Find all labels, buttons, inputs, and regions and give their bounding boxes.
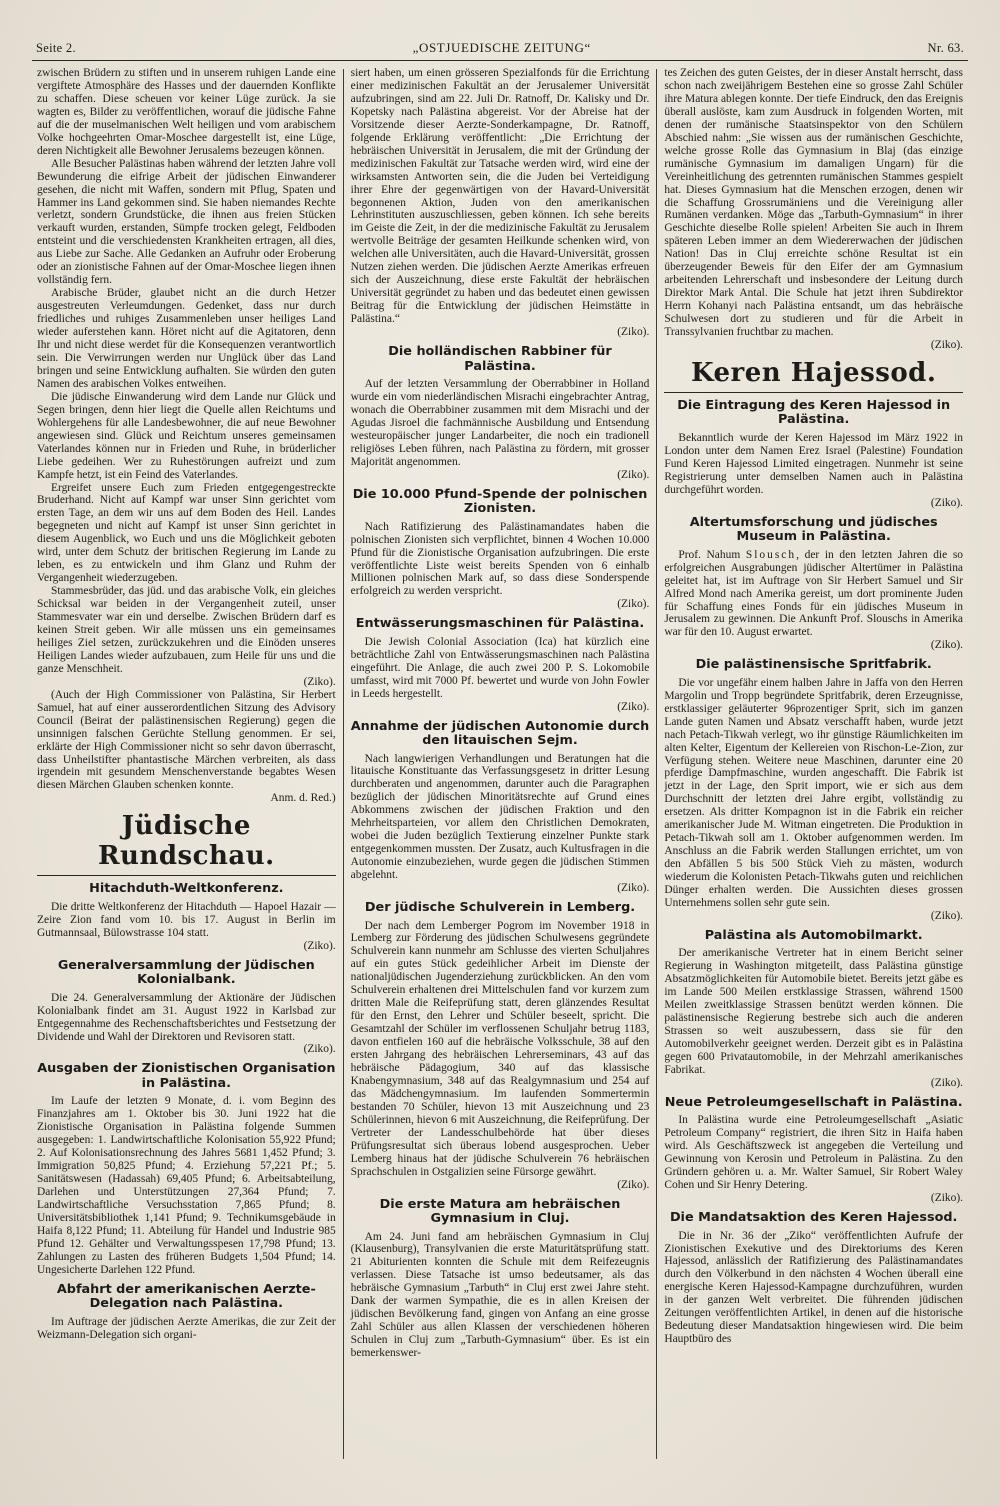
column-2 xyxy=(346,67,655,1459)
signature: (Ziko). xyxy=(303,675,336,688)
signature: (Ziko). xyxy=(303,939,336,952)
article-heading: Die 10.000 Pfund-Spende der polnischen Zionisten. xyxy=(352,486,648,517)
paragraph: Am 24. Juni fand am hebräischen Gymnasium in Cluj (Klausenburg), Transylvanien die erste Maturitätsprüfung statt. 21 Abiturienten konnten die Schule mit dem Reifezeugnis verlassen. Diese Tatsache ist umso bedeutsamer, als das hebräische Gymnasium „Tarbuth“ in Cluj erst zwei Jahre steht. Dank der warmen Sympathie, die es in allen Kreisen der jüdischen Bevölkerung fand, gingen von Anfang an eine grosse Zahl Schüler aus allen Klassen der verschiedenen höheren Schulen in Cluj zum „Tarbuth-Gymnasium“ über. Es ist ein bemerkenswer- xyxy=(350,1230,650,1360)
paragraph: Alle Besucher Palästinas haben während der letzten Jahre voll Bewunderung die eifrige Arbeit der jüdischen Einwanderer gesehen, die nicht mit Waffen, sondern mit Pflug, Spaten und Hammer ins Land gekommen sind. Sie haben niemandes Rechte verletzt, sondern Grundstücke, die ihnen aus freien Stücken verkauft wurden, erstanden, Sümpfe trocken gelegt, Feldboden entsteint und die verschiedensten Krankheiten ertragen, all dies, aus Liebe zur Sache. Alle Gedanken an Aufruhr oder Eroberung oder an zionistische Fahnen auf der Omar-Moschee liegen ihnen vollständig fern. xyxy=(37,157,336,287)
signature: (Ziko). xyxy=(617,468,650,481)
signature: (Ziko). xyxy=(617,1178,650,1191)
signature: (Ziko). xyxy=(930,339,964,352)
paragraph: Die dritte Weltkonferenz der Hitachduth — Hapoel Hazair — Zeire Zion fand vom 10. bis 17. August in Berlin im Gutmannsaal, Bülowstrasse 104 statt. xyxy=(37,900,336,939)
newspaper-title: „OSTJUEDISCHE ZEITUNG“ xyxy=(412,40,591,55)
article-heading: Der jüdische Schulverein in Lemberg. xyxy=(364,900,636,916)
paragraph: Ergreifet unsere Euch zum Frieden entgegengestreckte Bruderhand. Nicht auf Kampf war unser Sinn gerichtet vom ersten Tage, an dem wir uns auf dem Boden des Heil. Landes begegneten und nicht auf Kampf ist unser Sinn gerichtet in diesem Augenblick, wo Euch und uns die Möglichkeit geboten wird, unter dem Schutz der britischen Regierung im Lande zu leben, es zu entwickeln und ihm Glanz und Ruhm der Vergangenheit wiederzugeben. xyxy=(37,481,336,585)
section-title-juedische-rundschau: Jüdische Rundschau. xyxy=(37,811,336,876)
column-1 xyxy=(32,67,341,1459)
page-header xyxy=(32,40,968,61)
article-heading: Hitachduth-Weltkonferenz. xyxy=(89,881,284,897)
signature: (Ziko). xyxy=(617,326,650,339)
paragraph: Nach langwierigen Verhandlungen und Beratungen hat die litauische Konstituante das Verfassungsgesetz in dritter Lesung durchberaten und angenommen, darunter auch die Paragraphen bezüglich der jüdischen Minoritätsrechte auf Grund eines Abkommens zwischen der jüdischen Fraktion und den Mehrheitsparteien, vor allem den Christlichen Demokraten, wobei die Juden bezüglich Textierung einzelner Punkte stark entgegenkommen mussten. Der Zusatz, auch Kultusfragen in die Autonomie einzubeziehen, wurde gegen die jüdischen Stimmen abgelehnt. xyxy=(350,752,650,882)
paragraph: Der nach dem Lemberger Pogrom im November 1918 in Lemberg zur Förderung des jüdischen Schulwesens gegründete Schulverein kann nunmehr am Schlusse des vierten Schuljahres auf ein gutes Stück gedeihlicher Arbeit im Dienste der nationaljüdischen Jugenderziehung zurückblicken. An den vom Schulverein erhaltenen drei Mittelschulen fand vor kurzem zum dritten Male die Reifeprüfung statt, deren glänzendes Resultat für den Ernst, den Lehrer und Schüler beseelt, spricht. Die Gesamtzahl der Schüler im verflossenen Schuljahr betrug 1183, davon entfielen 160 auf die hebräische Volksschule, 38 auf den ersten Jahrgang des hebräischen Lehrerseminars, 43 auf das hebräische Pädagogium, 340 auf das klassische Knabengymnasium, 348 auf das Realgymnasium und 254 auf das Mädchengymnasium. Im laufenden Sommertermin bestanden 70 Schüler, hievon 13 mit Auszeichnung und 23 Schülerinnen, hievon 6 mit Auszeichnung, die Reifeprüfung. Der Vertreter der Landesschulbehörde hat über dieses Prüfungsresultat sich überaus lobend ausgesprochen. Ueber Lemberg hinaus hat der jüdische Schulverein 76 hebräischen Sprachschulen in Ostgalizien seine Fürsorge gewährt. xyxy=(350,919,650,1178)
article-heading: Neue Petroleumgesellschaft in Palästina. xyxy=(664,1094,963,1110)
section-title-keren-hajessod: Keren Hajessod. xyxy=(664,358,963,393)
signature: (Ziko). xyxy=(930,639,964,652)
paragraph: zwischen Brüdern zu stiften und in unserem ruhigen Lande eine vergiftete Atmosphäre des Hasses und der dauernden Konflikte zu schaffen. Diese scheuen vor keiner Lüge zurück. Ja sie wagten es, Bilder zu veröffentlichen, worauf die jüdische Fahne auf die der muselmanischen Welt heiligen und vom arabischem Volke hochgeehrten Omar-Moschee dargestellt ist, eine Lüge, deren Nichtigkeit alle Bewohner Jerusalems bezeugen können. xyxy=(37,67,336,157)
article-heading: Entwässerungsmaschinen für Palästina. xyxy=(355,616,645,632)
paragraph: In Palästina wurde eine Petroleumgesellschaft „Asiatic Petroleum Company“ registriert, die ihren Sitz in Haifa haben wird. Als Geschäftszweck ist angegeben die Verteilung und Gewinnung von Kerosin und Petroleum in Palästina. Zu den Gründern gehören u. a. Mr. Walter Samuel, Sir Robert Waley Cohen und Sir Henry Detering. xyxy=(664,1114,964,1192)
columns xyxy=(32,67,968,1459)
person-name: Slousch xyxy=(745,548,797,561)
paragraph: Die Jewish Colonial Association (Ica) hat kürzlich eine beträchtliche Zahl von Entwässerungsmaschinen nach Palästina eingeführt. Die Anlage, die auch zwei 200 P. S. Lokomobile umfasst, wird mit 7000 Pf. bewertet und wurde von John Fowler in Leeds hergestellt. xyxy=(350,635,650,700)
editor-note-signature: Anm. d. Red.) xyxy=(270,792,336,805)
paragraph: Nach Ratifizierung des Palästinamandates haben die polnischen Zionisten sich verpflichtet, binnen 4 Wochen 10.000 Pfund für die Zionistische Organisation aufzubringen. Die erste veröffentlichte Liste weist bereits Spenden von 6 einhalb Millionen polnischen Mark auf, so dass diese Sonderspende erfolgreich zu werden verspricht. xyxy=(350,520,650,598)
signature: (Ziko). xyxy=(303,1043,336,1056)
signature: (Ziko). xyxy=(617,882,650,895)
article-heading: Altertumsforschung und jüdisches Museum in Palästina. xyxy=(689,514,938,545)
paragraph: Die vor ungefähr einem halben Jahre in Jaffa von den Herren Margolin und Tropp begründete Spritfabrik, deren Erzeugnisse, erstklassiger geläuterter 96prozentiger Sprit, sich im ganzen Lande guten Namen und Absatz verschafft haben, wurde jetzt nach Petach-Tikwah verlegt, wo ihr günstige Räumlichkeiten im alten Kelter, Eigentum der Kellereien von Rischon-Le-Zion, zur Verfügung stehen. Weitere neue Maschinen, darunter eine 20 pferdige Dampfmaschine, wurden angeschafft. Die Fabrik ist jetzt in der Lage, den Sprit import, wie er sich aus dem Durchschnitt der letzten drei Jahre ergibt, vollständig zu ersetzen. Als dritter Kompagnon ist in die Fabrik ein reicher amerikanischer Jude M. Witman eingetreten. Die Produktion in Petach-Tikwah soll am 1. Oktober aufgenommen werden. Im Anschluss an die Fabrik werden Stallungen errichtet, um von den Abfällen 5 bis 500 Stück Vieh zu mästen, wodurch wiederum die Kolonisten Petach-Tikwahs guten und reichlichen Dünger erhalten werden. Die Aussichten dieses grossen Unternehmens sollen sehr gute sein. xyxy=(664,676,964,910)
paragraph: tes Zeichen des guten Geistes, der in dieser Anstalt herrscht, dass schon nach zweijährigem Bestehen eine so grosse Zahl Schüler ihre Matura ablegen konnte. Der tiefe Eindruck, den das Ereignis überall auslöste, kam zum Ausdruck in folgenden Worten, mit denen der rumänische Staatsinspektor von den Schülern Abschied nahm: „Sie wissen aus der rumänischen Geschichte, welche grosse Rolle das Gymnasium in Blaj (das einzige rumänische Gymnasium im damaligen Ungarn) für die Vereinheitlichung des getrennten rumänischen Stammes gespielt hat. Dieses Gymnasium hat die Menschen erzogen, denen wir die Schaffung Grossrumäniens und die Vereinigung aller Rumänen verdanken. Möge das „Tarbuth-Gymnasium“ in ihrer Geschichte dieselbe Rolle spielen! Arbeiten Sie auch in Ihrem späteren Leben immer an dem Wiedererwachen der jüdischen Nation! Das in Cluj erreichte schöne Resultat ist ein überzeugender Beweis für den Eifer der am Gymnasium arbeitenden Lehrerschaft und insbesondere der Leitung durch Direktor Mark Antal. Die Schule hat jetzt ihren Subdirektor Herrn Kohanyi nach Palästina entsandt, um das hebräische Schulwesen dort zu studieren und für die Arbeit in Transsylvanien fruchtbar zu machen. xyxy=(664,67,964,339)
paragraph: Die jüdische Einwanderung wird dem Lande nur Glück und Segen bringen, denn hier liegt die Quelle allen Reichtums und Wohlergehens für alle Landesbewohner, die auf neue Bewohner angewiesen sind. Glück und Reichtum unseres gemeinsamen Vaterlandes können nur in Frieden und Ruhe, in brüderlicher Liebe gedeihen. Wer zu Ruhestörungen aufreizt und zum Kampfe hetzt, ist ein Feind des Vaterlandes. xyxy=(37,390,336,481)
article-heading: Die Eintragung des Keren Hajessod in Palästina. xyxy=(677,397,951,428)
issue-number: Nr. 63. xyxy=(927,41,964,55)
article-heading: Die Mandatsaktion des Keren Hajessod. xyxy=(669,1210,958,1226)
editor-note: (Auch der High Commissioner von Palästina, Sir Herbert Samuel, hat auf einer ausserordentlichen Sitzung des Advisory Council (Beirat der palästinensischen Regierung) gegen die unsinnigen falschen Gerüchte Stellung genommen. Er sei, erklärte der High Commissioner nicht so sehr davon überrascht, dass Unheilstifter phantastische Märchen verbreiten, als dass irgendein mit gesundem Menschenverstande begabtes Wesen diesen Märchen Glauben schenken konnte. xyxy=(37,688,336,792)
signature: (Ziko). xyxy=(617,700,650,713)
page-number: Seite 2. xyxy=(36,41,76,55)
article-heading: Generalversammlung der Jüdischen Kolonialbank. xyxy=(57,957,315,988)
text-run: Prof. Nahum xyxy=(678,548,746,561)
paragraph: Im Laufe der letzten 9 Monate, d. i. vom Beginn des Finanzjahres am 1. Oktober bis 30. Juni 1922 hat die Zionistische Organisation in Palästina folgende Summen ausgegeben: 1. Landwirtschaftliche Kolonisation 55,922 Pfund; 2. Auf Kolonisationsrechnung des Jahres 5681 1,452 Pfund; 3. Immigration 50,825 Pfund; 4. Erziehung 57,221 Pf.; 5. Sanitätswesen (Hadassah) 69,405 Pfund; 6. Arbeitsabteilung, Darlehen und Unterstützungen 27,364 Pfund; 7. Landwirtschaftliche Versuchsstation 7,865 Pfund; 8. Universitätsbibliothek 1,141 Pfund; 9. Technikumsgebäude in Haifa 8,122 Pfund; 11. Abteilung für Handel und Industrie 985 Pfund 12. Gehälter und Verwaltungsspesen 17,798 Pfund; 13. Zahlungen zu Lasten des früheren Budgets 1,504 Pfund; 14. Ungesicherte Darlehen 122 Pfund. xyxy=(37,1095,336,1276)
text-run: , der in den letzten Jahren die so erfolgreichen Ausgrabungen jüdischer Altertümer in Palästina geleitet hat, ist im Auftrage von Sir Herbert Samuel und Sir Alfred Mond nach Amerika gereist, um dort prominente Juden für Schaffung eines Fonds für ein jüdisches Museum in Jerusalem zu gewinnen. Die Ankunft Prof. Slouschs in Amerika war für den 10. August erwartet. xyxy=(664,548,964,639)
paragraph: Stammesbrüder, das jüd. und das arabische Volk, ein gleiches Schicksal war beiden in der Vergangenheit zuteil, unser Stammesvater war ein und derselbe. Zwischen Brüdern darf es keinen Streit geben. Wir alle müssen uns ein gemeinsames heiliges Ziel setzen, zurückzukehren und die Einöden unseres Heiligen Landes wieder aufzubauen, zum Heile für uns und die ganze Menschheit. xyxy=(37,585,336,675)
article-heading: Die holländischen Rabbiner für Palästina. xyxy=(388,344,612,374)
article-heading: Die erste Matura am hebräischen Gymnasium in Cluj. xyxy=(379,1196,621,1227)
column-rule xyxy=(343,69,344,1459)
article-heading: Abfahrt der amerikanischen Aerzte-Delegation nach Palästina. xyxy=(56,1281,316,1312)
signature: (Ziko). xyxy=(930,1076,964,1089)
article-heading: Annahme der jüdischen Autonomie durch den litauischen Sejm. xyxy=(350,718,650,749)
column-rule xyxy=(656,69,657,1459)
signature: (Ziko). xyxy=(617,598,650,611)
column-3 xyxy=(659,67,968,1459)
paragraph: Die in Nr. 36 der „Ziko“ veröffentlichten Aufrufe der Zionistischen Exekutive und des Direktoriums des Keren Hajessod, anlässlich der Ratifizierung des Palästinamandates durch den Völkerbund in den nächsten 4 Wochen überall eine energische Keren Hajessod-Kampagne durchzuführen, wurden in der ganzen Welt verbreitet. Die führenden jüdischen Zeitungen veröffentlichten Artikel, in denen auf die historische Bedeutung dieser Mandatsaktion hingewiesen wird. Die beim Hauptbüro des xyxy=(664,1229,964,1346)
article-heading: Die palästinensische Spritfabrik. xyxy=(695,657,932,673)
paragraph: siert haben, um einen grösseren Spezialfonds für die Errichtung einer medizinischen Fakultät an der Jerusalemer Universität aufzubringen, sind am 22. Juli Dr. Ratnoff, Dr. Kalisky und Dr. Kopetsky nach Palästina abgereist. Vor der Abreise hat der Vorsitzende dieser Aerzte-Sonderkampagne, Dr. Ratnoff, folgende Erklärung veröffentlicht: „Die Errichtung der hebräischen Universität in Jerusalem, die mit der Gründung der medizinischen Fakultät zur Tatsache werden wird, wird eine der wirksamsten Antworten sein, die die Juden bei Verteidigung ihrer Ehre der gegenwärtigen von der Havard-Universität begonnenen Aktion, Juden von den amerikanischen Lehrinstituten auszuschliessen, geben können. Ich sehe bereits im Geiste die Zeit, in der die medizinische Fakultät zu Jerusalem wertvolle Beiträge der gesamten Heilkunde schenken wird, von welchen alle Universitäten, auch die Havard-Universität, grossen Nutzen ziehen werden. Die jüdischen Aerzte Amerikas erfreuen sich der Auszeichnung, diese erste Fakultät der hebräischen Universität gegründet zu haben und das bedeutet einen gewissen Beitrag für die Entwicklung der jüdischen Heimstätte in Palästina.“ xyxy=(350,67,650,326)
paragraph: Im Auftrage der jüdischen Aerzte Amerikas, die zur Zeit der Weizmann-Delegation sich organi- xyxy=(37,1315,336,1341)
signature: (Ziko). xyxy=(930,909,964,922)
paragraph: Bekanntlich wurde der Keren Hajessod im März 1922 in London unter dem Namen Erez Israel (Palestine) Foundation Fund Keren Hajessod Limited eingetragen. Nunmehr ist seine Registrierung unter demselben Namen auch in Palästina durchgeführt worden. xyxy=(664,431,964,496)
paragraph xyxy=(664,549,963,640)
article-heading: Ausgaben der Zionistischen Organisation in Palästina. xyxy=(37,1061,336,1091)
paragraph: Auf der letzten Versammlung der Oberrabbiner in Holland wurde ein vom niederländischen Misrachi eingebrachter Antrag, wonach die Oberrabbiner zusammen mit dem Misrachi und der Agudas Jisroel die fachmännische Ausbildung und Entsendung westeuropäischer junger Landarbeiter, die noch ein tradionell religiöses Leben führen, nach Palästina zu fördern, mit grosser Majorität angenommen. xyxy=(350,378,650,468)
paragraph: Arabische Brüder, glaubet nicht an die durch Hetzer ausgestreuten Verleumdungen. Gedenket, dass nur durch friedliches und ruhiges Zusammenleben unser heiliges Land wieder auferstehen kann. Höret nicht auf die Agitatoren, denn Ihr und nicht diese werdet für die Konsequenzen verantwortlich sein. Die Verwirrungen werden nur Unglück über das Land bringen und seine Entwicklung aufhalten. Sie würden den guten Namen des arabischen Volkes entweihen. xyxy=(37,287,336,390)
signature: (Ziko). xyxy=(930,1192,964,1205)
paragraph: Der amerikanische Vertreter hat in einem Bericht seiner Regierung in Washington mitgeteilt, dass Palästina günstige Absatzmöglichkeiten für Automobile bietet. Bereits jetzt gäbe es im Lande 500 Meilen erstklassige Strassen, während 1500 Meilen zweitklassige Strassen benützt werden können. Die palästinensische Regierung bestrebe sich auch die anderen Strassen so weit auszubessern, dass sie für den Automobilverkehr geeignet werden. Derzeit gibt es in Palästina gegen 600 Privatautomobile, in der Mehrzahl amerikanisches Fabrikat. xyxy=(664,947,964,1076)
article-heading: Palästina als Automobilmarkt. xyxy=(704,927,923,943)
signature: (Ziko). xyxy=(930,496,964,509)
paragraph: Die 24. Generalversammlung der Aktionäre der Jüdischen Kolonialbank findet am 31. August 1922 in Karlsbad zur Entgegennahme des Rechenschaftsberichtes und Festsetzung der Dividende und Wahl der Direktoren und Revisoren statt. xyxy=(37,991,336,1043)
